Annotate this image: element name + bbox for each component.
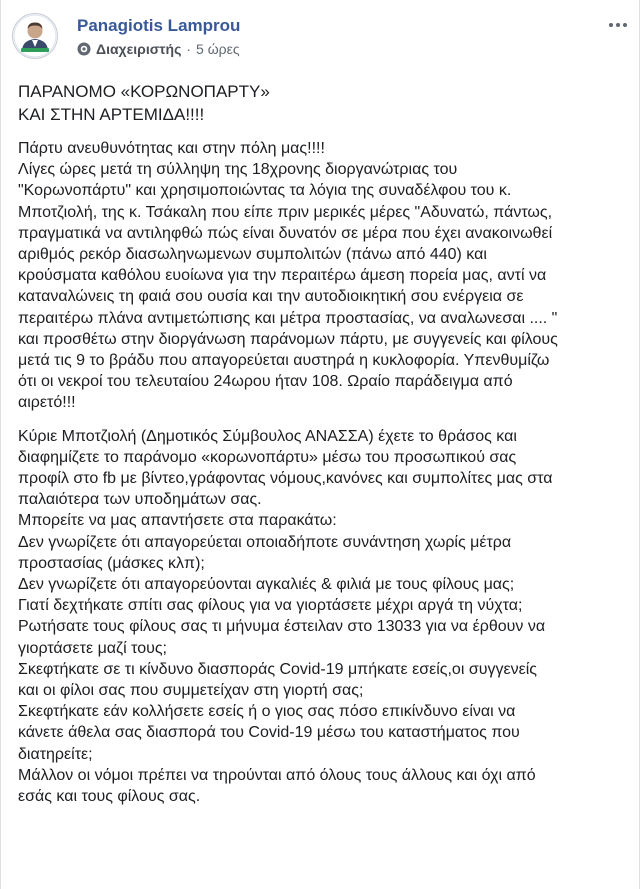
text-line: κρούσματα καθόλου ευοίωνα για την περαιτέρω άμεση πορεία μας, αντί να [18, 267, 547, 285]
title-line: ΠΑΡΑΝΟΜΟ «ΚΟΡΩΝΟΠΑΡΤΥ» [18, 82, 270, 101]
text-line: Σκεφτήκατε εάν κολλήσετε εσείς ή ο γιος σας πόσο επικίνδυνο είναι να [18, 703, 516, 721]
text-line: παλαιότερα των υποδημάτων σας. [18, 491, 262, 509]
post-title [18, 80, 628, 126]
text-line: Δεν γνωρίζετε ότι απαγορεύεται οποιαδήποτε συνάντηση χωρίς μέτρα [18, 533, 512, 551]
text-line: Μπορείτε να μας απαντήσετε στα παρακάτω: [18, 512, 337, 530]
profile-avatar[interactable] [12, 13, 58, 59]
text-line: και οι φίλοι σας που συμμετείχαν στη γιορτή σας; [18, 682, 364, 700]
paragraph-2 [18, 426, 628, 808]
admin-badge-icon [77, 42, 91, 56]
text-line: εσάς και τους φίλους σας. [18, 788, 201, 806]
text-line: Κύριε Μποτζιολή (Δημοτικός Σύμβουλος ΑΝΑΣΣΑ) έχετε το θράσος και [18, 427, 517, 445]
text-line: Ρωτήσατε τους φίλους σας τι μήνυμα έστειλαν στο 13033 για να έρθουν να [18, 618, 546, 636]
post-header [1, 0, 640, 70]
text-line: μετά τις 9 το βράδυ που απαγορεύεται αυστηρά η κυκλοφορία. Υπενθυμίζω [18, 352, 550, 370]
author-name[interactable]: Panagiotis Lamprou [77, 16, 241, 35]
text-line: Γιατί δεχτήκατε σπίτι σας φίλους για να γιορτάσετε μέχρι αργά τη νύχτα; [18, 597, 523, 615]
text-line: Μάλλον οι νόμοι πρέπει να τηρούνται από όλους τους άλλους και όχι από [18, 766, 536, 784]
text-line: Δεν γνωρίζετε ότι απαγορεύονται αγκαλιές & φιλιά με τους φίλους μας; [18, 576, 515, 594]
text-line: κάνετε άθελα σας διασπορά του Covid-19 μέσω του καταστήματος που [18, 724, 520, 742]
text-line: Μποτζιολή, της κ. Τσάκαλη που είπε πριν μερικές μέρες "Αδυνατώ, πάντως, [18, 203, 553, 221]
title-line: ΚΑΙ ΣΤΗΝ ΑΡΤΕΜΙΔΑ!!!! [18, 105, 205, 124]
post-timestamp[interactable]: 5 ώρες [196, 41, 240, 57]
text-line: προστασίας (μάσκες κλπ); [18, 554, 205, 572]
text-line: καταναλώνεις τη φαιά σου ουσία και την αυτοδιοικητική σου ενέργεια σε [18, 288, 524, 306]
text-line: Λίγες ώρες μετά τη σύλληψη της 18χρονης διοργανώτριας του [18, 161, 458, 179]
text-line: "Κορωνοπάρτυ" και χρησιμοποιώντας τα λόγια της συναδέλφου του κ. [18, 182, 512, 200]
text-line: πραγματικά να αντιληφθώ πώς είναι δυνατόν σε μέρα που έχει ανακοινωθεί [18, 224, 553, 242]
post-meta [77, 41, 240, 57]
text-line: περαιτέρω πλάνα αντιμετώπισης και μέτρα προστασίας, να αναλωνεσαι .... " [18, 309, 558, 327]
more-options-icon[interactable] [607, 14, 629, 36]
role-label: Διαχειριστής [96, 41, 182, 57]
text-line: Σκεφτήκατε σε τι κίνδυνο διασποράς Covid-19 μπήκατε εσείς,οι συγγενείς [18, 660, 537, 678]
text-line: Πάρτυ ανευθυνότητας και στην πόλη μας!!!! [18, 140, 325, 157]
post-body [18, 80, 628, 819]
text-line: προφίλ στο fb με βίντεο,γράφοντας νόμους,κανόνες και συμπολίτες μας στα [18, 470, 553, 488]
text-line: ότι οι νεκροί του τελευταίου 24ωρου ήταν 108. Ωραίο παράδειγμα από [18, 373, 513, 391]
text-line: διαφημίζετε το παράνομο «κορωνοπάρτυ» μέσω του προσωπικού σας [18, 448, 517, 466]
text-line: αριθμός ρεκόρ διασωληνωμενων συμπολιτών (πάνω από 440) και [18, 246, 487, 264]
meta-separator: · [186, 41, 192, 57]
paragraph-1 [18, 138, 628, 414]
text-line: και προσθέτω στην διοργάνωση παράνομων πάρτυ, με συγγενείς και φίλους [18, 330, 558, 348]
text-line: αιρετό!!! [18, 394, 76, 412]
text-line: γιορτάσετε μαζί τους; [18, 639, 167, 657]
text-line: διατηρείτε; [18, 745, 93, 763]
